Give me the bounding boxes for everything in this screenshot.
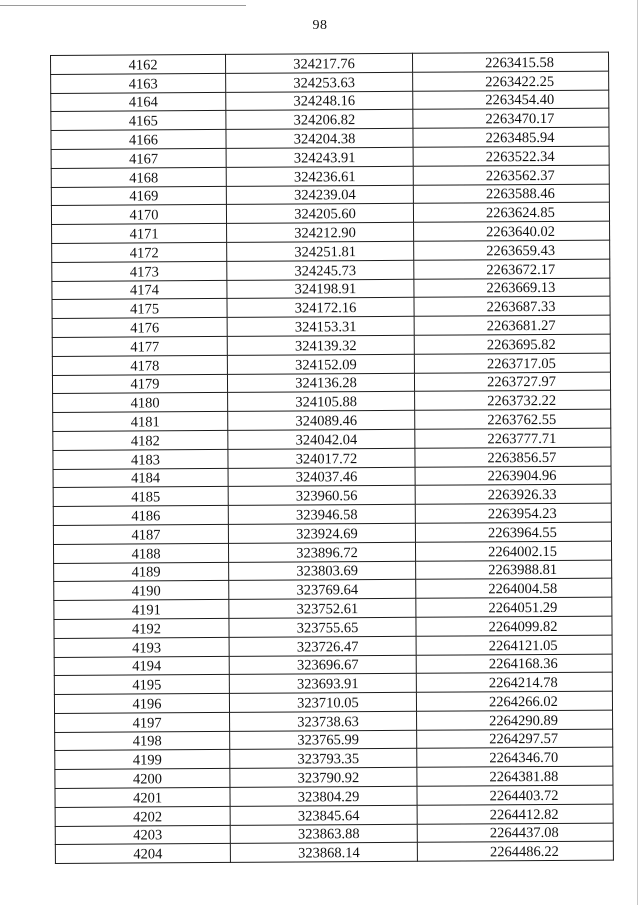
y-coordinate-cell: 2263926.33 <box>415 484 611 504</box>
point-number-cell: 4164 <box>51 92 226 112</box>
y-coordinate-cell: 2264381.88 <box>417 766 613 786</box>
y-coordinate-cell: 2264099.82 <box>416 616 612 636</box>
y-coordinate-cell: 2263687.33 <box>414 296 610 316</box>
point-number-cell: 4174 <box>52 280 227 300</box>
point-number-cell: 4165 <box>51 111 226 131</box>
point-number-cell: 4180 <box>53 393 228 413</box>
x-coordinate-cell: 324236.61 <box>226 166 413 186</box>
x-coordinate-cell: 324152.09 <box>227 354 414 374</box>
y-coordinate-cell: 2263588.46 <box>413 184 609 204</box>
x-coordinate-cell: 324139.32 <box>227 335 414 355</box>
y-coordinate-cell: 2263522.34 <box>413 146 609 166</box>
y-coordinate-cell: 2264266.02 <box>416 691 612 711</box>
y-coordinate-cell: 2263988.81 <box>416 560 612 580</box>
x-coordinate-cell: 324198.91 <box>227 279 414 299</box>
y-coordinate-cell: 2263624.85 <box>413 202 609 222</box>
point-number-cell: 4195 <box>54 675 229 695</box>
y-coordinate-cell: 2263485.94 <box>413 127 609 147</box>
y-coordinate-cell: 2264214.78 <box>416 672 612 692</box>
point-number-cell: 4185 <box>53 487 228 507</box>
x-coordinate-cell: 323696.67 <box>229 655 416 675</box>
y-coordinate-cell: 2263727.97 <box>414 372 610 392</box>
x-coordinate-cell: 324243.91 <box>226 147 413 167</box>
x-coordinate-cell: 323790.92 <box>230 768 417 788</box>
point-number-cell: 4197 <box>55 712 230 732</box>
y-coordinate-cell: 2263964.55 <box>415 522 611 542</box>
x-coordinate-cell: 324172.16 <box>227 298 414 318</box>
point-number-cell: 4179 <box>52 374 227 394</box>
y-coordinate-cell: 2263669.13 <box>414 278 610 298</box>
y-coordinate-cell: 2263470.17 <box>413 108 609 128</box>
point-number-cell: 4163 <box>51 73 226 93</box>
x-coordinate-cell: 324204.38 <box>226 128 413 148</box>
y-coordinate-cell: 2264002.15 <box>415 541 611 561</box>
top-divider <box>0 5 246 6</box>
y-coordinate-cell: 2264051.29 <box>416 597 612 617</box>
point-number-cell: 4181 <box>53 412 228 432</box>
point-number-cell: 4175 <box>52 299 227 319</box>
x-coordinate-cell: 323752.61 <box>229 598 416 618</box>
point-number-cell: 4199 <box>55 750 230 770</box>
point-number-cell: 4191 <box>54 600 229 620</box>
point-number-cell: 4183 <box>53 449 228 469</box>
x-coordinate-cell: 323803.69 <box>229 561 416 581</box>
point-number-cell: 4189 <box>54 562 229 582</box>
y-coordinate-cell: 2263681.27 <box>414 315 610 335</box>
y-coordinate-cell: 2263954.23 <box>415 503 611 523</box>
y-coordinate-cell: 2264290.89 <box>417 710 613 730</box>
y-coordinate-cell: 2263856.57 <box>415 447 611 467</box>
coordinates-table-body <box>51 52 614 864</box>
point-number-cell: 4162 <box>51 54 226 74</box>
x-coordinate-cell: 324205.60 <box>226 204 413 224</box>
point-number-cell: 4202 <box>55 806 230 826</box>
point-number-cell: 4190 <box>54 581 229 601</box>
right-edge-line <box>637 0 638 905</box>
point-number-cell: 4168 <box>51 167 226 187</box>
y-coordinate-cell: 2263640.02 <box>414 221 610 241</box>
y-coordinate-cell: 2264486.22 <box>417 842 613 862</box>
x-coordinate-cell: 324089.46 <box>228 410 415 430</box>
point-number-cell: 4200 <box>55 769 230 789</box>
point-number-cell: 4184 <box>53 468 228 488</box>
x-coordinate-cell: 323896.72 <box>228 542 415 562</box>
point-number-cell: 4201 <box>55 787 230 807</box>
point-number-cell: 4203 <box>55 825 230 845</box>
point-number-cell: 4173 <box>52 261 227 281</box>
point-number-cell: 4198 <box>55 731 230 751</box>
y-coordinate-cell: 2264121.05 <box>416 635 612 655</box>
coordinates-table <box>50 52 614 865</box>
y-coordinate-cell: 2263762.55 <box>415 409 611 429</box>
point-number-cell: 4192 <box>54 618 229 638</box>
x-coordinate-cell: 324217.76 <box>225 53 412 73</box>
x-coordinate-cell: 323765.99 <box>230 730 417 750</box>
y-coordinate-cell: 2263695.82 <box>414 334 610 354</box>
x-coordinate-cell: 323710.05 <box>229 692 416 712</box>
x-coordinate-cell: 323738.63 <box>230 711 417 731</box>
x-coordinate-cell: 323804.29 <box>230 786 417 806</box>
y-coordinate-cell: 2263659.43 <box>414 240 610 260</box>
x-coordinate-cell: 324212.90 <box>227 222 414 242</box>
x-coordinate-cell: 324136.28 <box>227 373 414 393</box>
y-coordinate-cell: 2264168.36 <box>416 654 612 674</box>
y-coordinate-cell: 2264412.82 <box>417 804 613 824</box>
x-coordinate-cell: 323863.88 <box>230 824 417 844</box>
y-coordinate-cell: 2263562.37 <box>413 165 609 185</box>
x-coordinate-cell: 324245.73 <box>227 260 414 280</box>
y-coordinate-cell: 2263777.71 <box>415 428 611 448</box>
x-coordinate-cell: 323868.14 <box>230 843 417 863</box>
y-coordinate-cell: 2264437.08 <box>417 823 613 843</box>
x-coordinate-cell: 324105.88 <box>228 392 415 412</box>
y-coordinate-cell: 2263422.25 <box>413 71 609 91</box>
point-number-cell: 4188 <box>53 543 228 563</box>
point-number-cell: 4196 <box>54 694 229 714</box>
x-coordinate-cell: 324042.04 <box>228 429 415 449</box>
table-row <box>55 842 613 864</box>
page-number: 98 <box>312 18 328 33</box>
y-coordinate-cell: 2263672.17 <box>414 259 610 279</box>
point-number-cell: 4171 <box>52 224 227 244</box>
x-coordinate-cell: 324037.46 <box>228 467 415 487</box>
y-coordinate-cell: 2263732.22 <box>415 390 611 410</box>
x-coordinate-cell: 324017.72 <box>228 448 415 468</box>
point-number-cell: 4204 <box>55 844 230 864</box>
point-number-cell: 4186 <box>53 506 228 526</box>
x-coordinate-cell: 324239.04 <box>226 185 413 205</box>
x-coordinate-cell: 323793.35 <box>230 749 417 769</box>
point-number-cell: 4182 <box>53 430 228 450</box>
x-coordinate-cell: 323726.47 <box>229 636 416 656</box>
x-coordinate-cell: 324248.16 <box>226 91 413 111</box>
x-coordinate-cell: 323769.64 <box>229 580 416 600</box>
point-number-cell: 4176 <box>52 318 227 338</box>
x-coordinate-cell: 324206.82 <box>226 110 413 130</box>
point-number-cell: 4193 <box>54 637 229 657</box>
x-coordinate-cell: 323946.58 <box>228 504 415 524</box>
x-coordinate-cell: 323693.91 <box>229 674 416 694</box>
x-coordinate-cell: 324253.63 <box>226 72 413 92</box>
point-number-cell: 4167 <box>51 148 226 168</box>
y-coordinate-cell: 2264403.72 <box>417 785 613 805</box>
point-number-cell: 4194 <box>54 656 229 676</box>
y-coordinate-cell: 2264346.70 <box>417 748 613 768</box>
point-number-cell: 4170 <box>51 205 226 225</box>
y-coordinate-cell: 2264297.57 <box>417 729 613 749</box>
point-number-cell: 4178 <box>52 355 227 375</box>
point-number-cell: 4172 <box>52 242 227 262</box>
x-coordinate-cell: 323845.64 <box>230 805 417 825</box>
point-number-cell: 4177 <box>52 336 227 356</box>
point-number-cell: 4166 <box>51 130 226 150</box>
x-coordinate-cell: 323960.56 <box>228 486 415 506</box>
x-coordinate-cell: 323924.69 <box>228 523 415 543</box>
x-coordinate-cell: 324251.81 <box>227 241 414 261</box>
x-coordinate-cell: 324153.31 <box>227 316 414 336</box>
y-coordinate-cell: 2263415.58 <box>412 52 608 72</box>
y-coordinate-cell: 2263454.40 <box>413 90 609 110</box>
y-coordinate-cell: 2263717.05 <box>414 353 610 373</box>
point-number-cell: 4169 <box>51 186 226 206</box>
y-coordinate-cell: 2263904.96 <box>415 466 611 486</box>
point-number-cell: 4187 <box>53 524 228 544</box>
x-coordinate-cell: 323755.65 <box>229 617 416 637</box>
y-coordinate-cell: 2264004.58 <box>416 578 612 598</box>
